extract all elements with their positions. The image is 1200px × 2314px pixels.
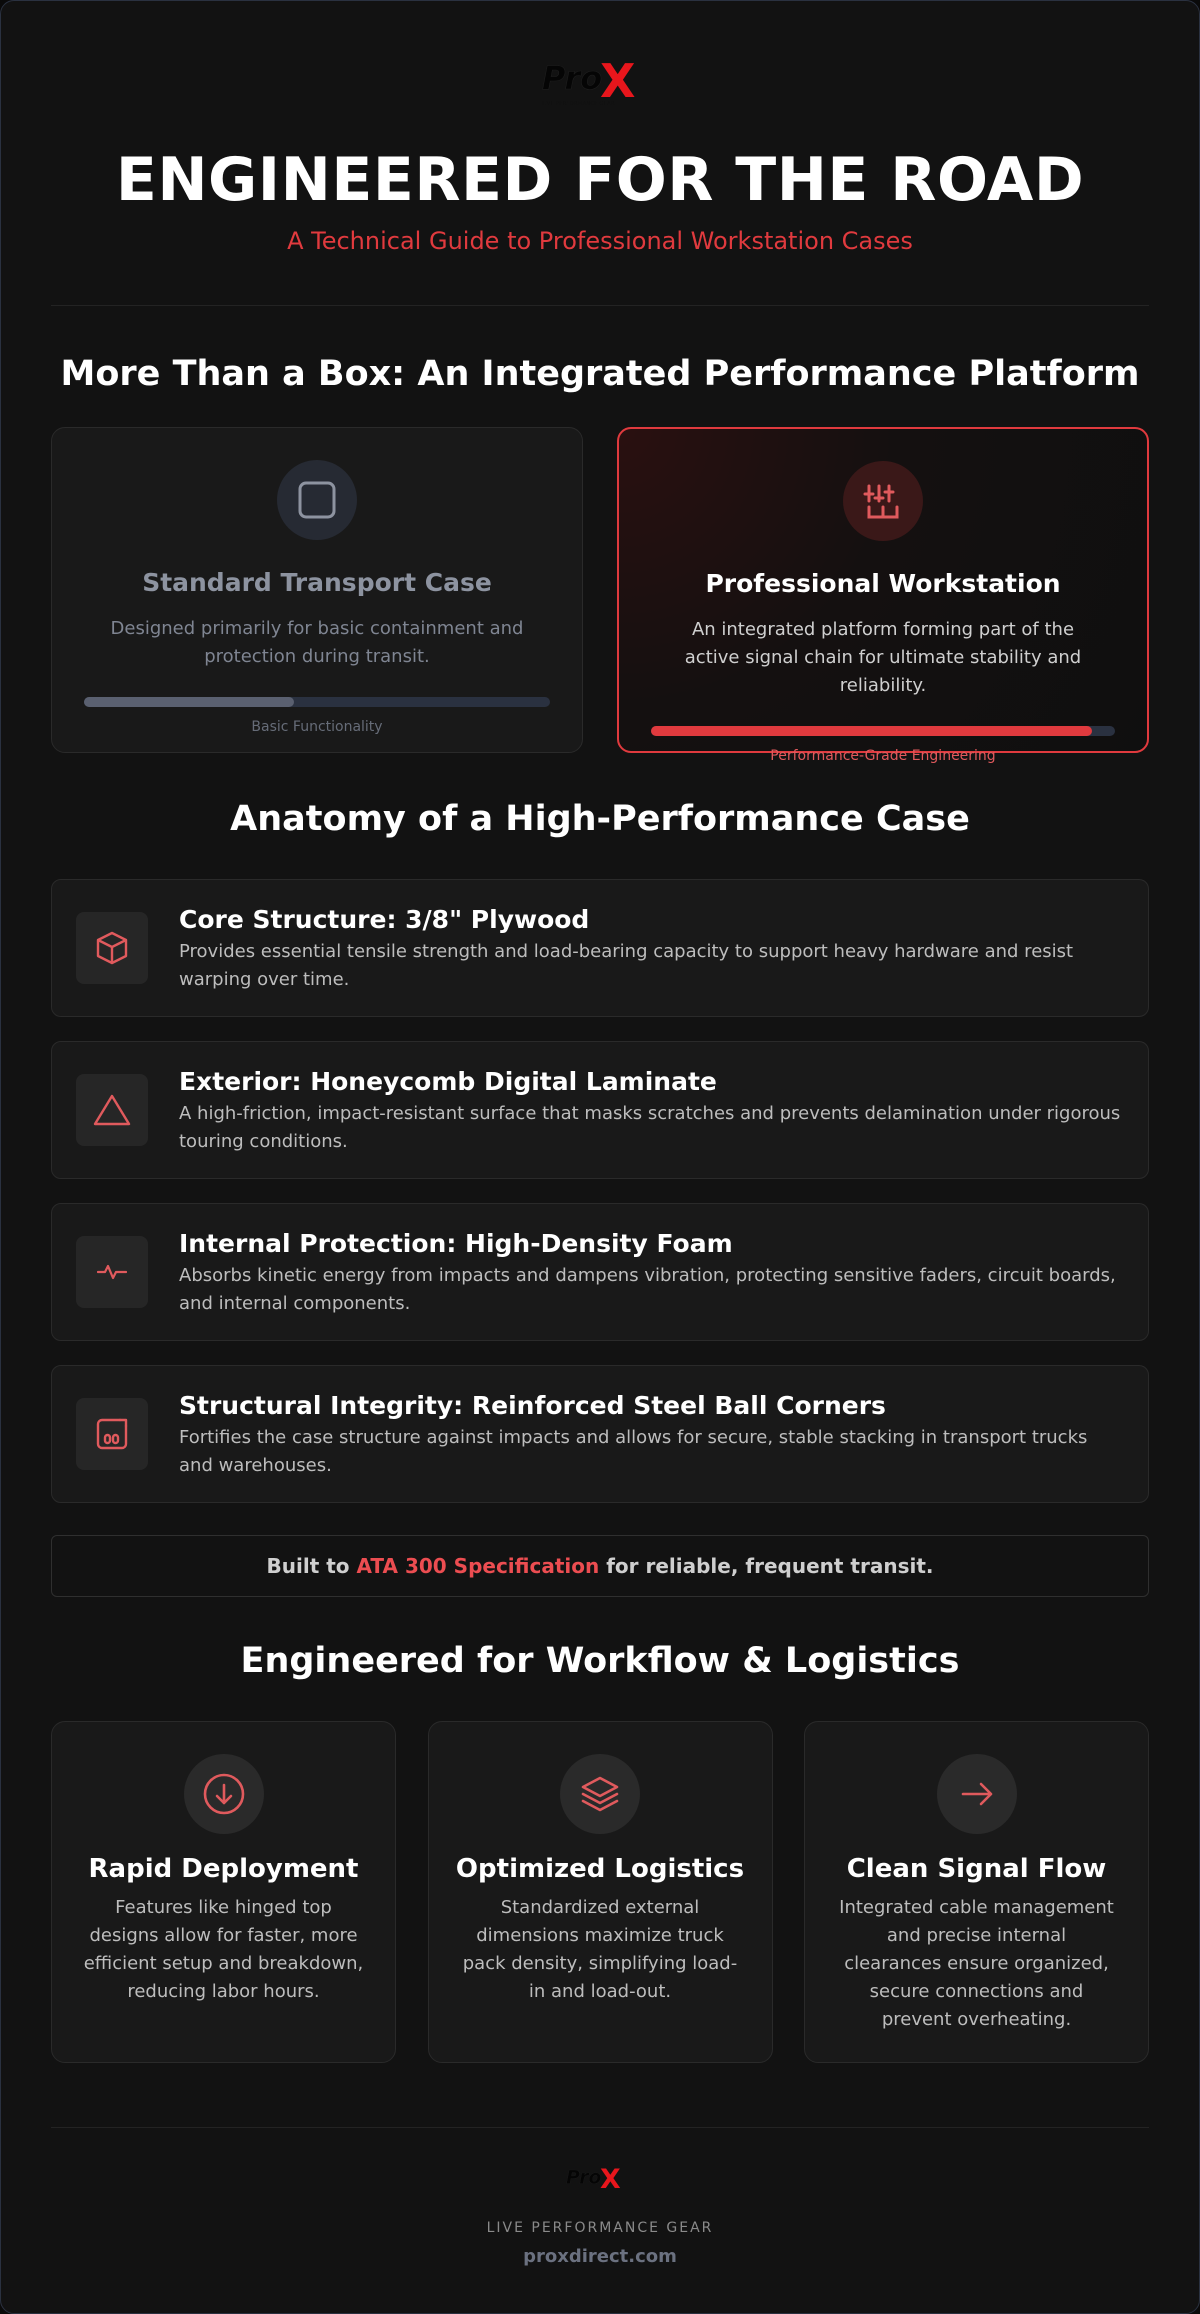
anatomy-item-title: Internal Protection: High-Density Foam	[179, 1229, 733, 1258]
ata-suffix: for reliable, frequent transit.	[599, 1554, 934, 1578]
page-title: ENGINEERED FOR THE ROAD	[115, 145, 1085, 215]
pulse-icon	[76, 1236, 148, 1308]
standard-case-desc: Designed primarily for basic containment and protection during transit.	[110, 618, 524, 667]
workflow-card-title: Rapid Deployment	[88, 1854, 359, 1884]
square-icon	[277, 460, 357, 540]
logo-pro-text: Pro	[542, 59, 603, 97]
anatomy-item-core-structure	[51, 879, 1149, 1017]
footer-logo	[564, 2166, 636, 2194]
pro-bar-label: Performance-Grade Engineering	[770, 748, 996, 764]
standard-case-title: Standard Transport Case	[142, 568, 492, 597]
standard-bar-label: Basic Functionality	[251, 719, 383, 735]
logo-x-text: X	[600, 59, 636, 107]
workflow-card-title: Clean Signal Flow	[846, 1854, 1107, 1884]
anatomy-item-title: Core Structure: 3/8" Plywood	[179, 905, 590, 934]
page-subtitle: A Technical Guide to Professional Workstation Cases	[287, 227, 913, 255]
footer-url-link[interactable]: proxdirect.com	[523, 2246, 677, 2267]
standard-progress-bar	[84, 697, 550, 707]
workflow-row	[51, 1721, 1149, 2063]
workflow-card-desc: Integrated cable management and precise internal clearances ensure organized, secure connections and prevent overheating.	[839, 1897, 1114, 2030]
compare-section-title: More Than a Box: An Integrated Performance Platform	[60, 354, 1140, 394]
workflow-section-title: Engineered for Workflow & Logistics	[240, 1641, 960, 1681]
workflow-card-title: Optimized Logistics	[455, 1854, 745, 1884]
arrow-right-icon	[937, 1754, 1017, 1834]
pro-workstation-card	[617, 427, 1149, 764]
anatomy-item-internal-protection	[51, 1203, 1149, 1341]
standard-case-card	[51, 427, 583, 753]
header	[1, 1, 1199, 255]
anatomy-item-exterior	[51, 1041, 1149, 1179]
pro-workstation-desc: An integrated platform forming part of the active signal chain for ultimate stability and reliability.	[684, 619, 1082, 696]
pro-progress-fill	[651, 726, 1092, 736]
anatomy-item-desc: Provides essential tensile strength and load-bearing capacity to support heavy hardware and resist warping over time.	[179, 941, 1074, 990]
comparison-row	[51, 427, 1149, 764]
footer-tagline: LIVE PERFORMANCE GEAR	[486, 2220, 714, 2236]
footer-logo-pro-text: Pro	[566, 2167, 602, 2189]
footer-logo-x-text: X	[600, 2166, 621, 2194]
workflow-card-desc: Standardized external dimensions maximize truck pack density, simplifying load-in and load-out.	[462, 1897, 738, 2002]
pro-workstation-title: Professional Workstation	[705, 569, 1061, 598]
anatomy-item-title: Structural Integrity: Reinforced Steel Ball Corners	[179, 1391, 886, 1420]
footer	[1, 2166, 1199, 2267]
anatomy-section-title: Anatomy of a High-Performance Case	[230, 799, 970, 839]
anatomy-item-desc: A high-friction, impact-resistant surface that masks scratches and prevents delamination under rigorous touring conditions.	[179, 1103, 1121, 1152]
cube-icon	[76, 912, 148, 984]
mixer-icon	[843, 461, 923, 541]
anatomy-item-desc: Absorbs kinetic energy from impacts and dampens vibration, protecting sensitive faders, circuit boards, and internal components.	[179, 1265, 1116, 1314]
brand-logo	[540, 59, 660, 107]
triangle-icon	[76, 1074, 148, 1146]
arrow-down-circle-icon	[184, 1754, 264, 1834]
standard-progress-fill	[84, 697, 294, 707]
workflow-card-clean-signal-flow	[804, 1721, 1149, 2063]
pro-progress-bar	[651, 726, 1115, 736]
logo-tagline-text: LIVE PERFORMANCE GEAR	[542, 101, 615, 107]
layers-icon	[560, 1754, 640, 1834]
ata-spec-banner	[51, 1535, 1149, 1597]
anatomy-list	[51, 879, 1149, 1503]
corner-icon	[76, 1398, 148, 1470]
workflow-card-rapid-deployment	[51, 1721, 396, 2063]
ata-highlight: ATA 300 Specification	[356, 1554, 600, 1578]
workflow-card-optimized-logistics	[428, 1721, 773, 2063]
anatomy-item-structural-integrity	[51, 1365, 1149, 1503]
workflow-card-desc: Features like hinged top designs allow for faster, more efficient setup and breakdown, reducing labor hours.	[83, 1897, 364, 2002]
ata-prefix: Built to	[266, 1554, 357, 1578]
anatomy-item-title: Exterior: Honeycomb Digital Laminate	[179, 1067, 717, 1096]
anatomy-item-desc: Fortifies the case structure against impacts and allows for secure, stable stacking in transport trucks and warehouses.	[179, 1427, 1088, 1476]
